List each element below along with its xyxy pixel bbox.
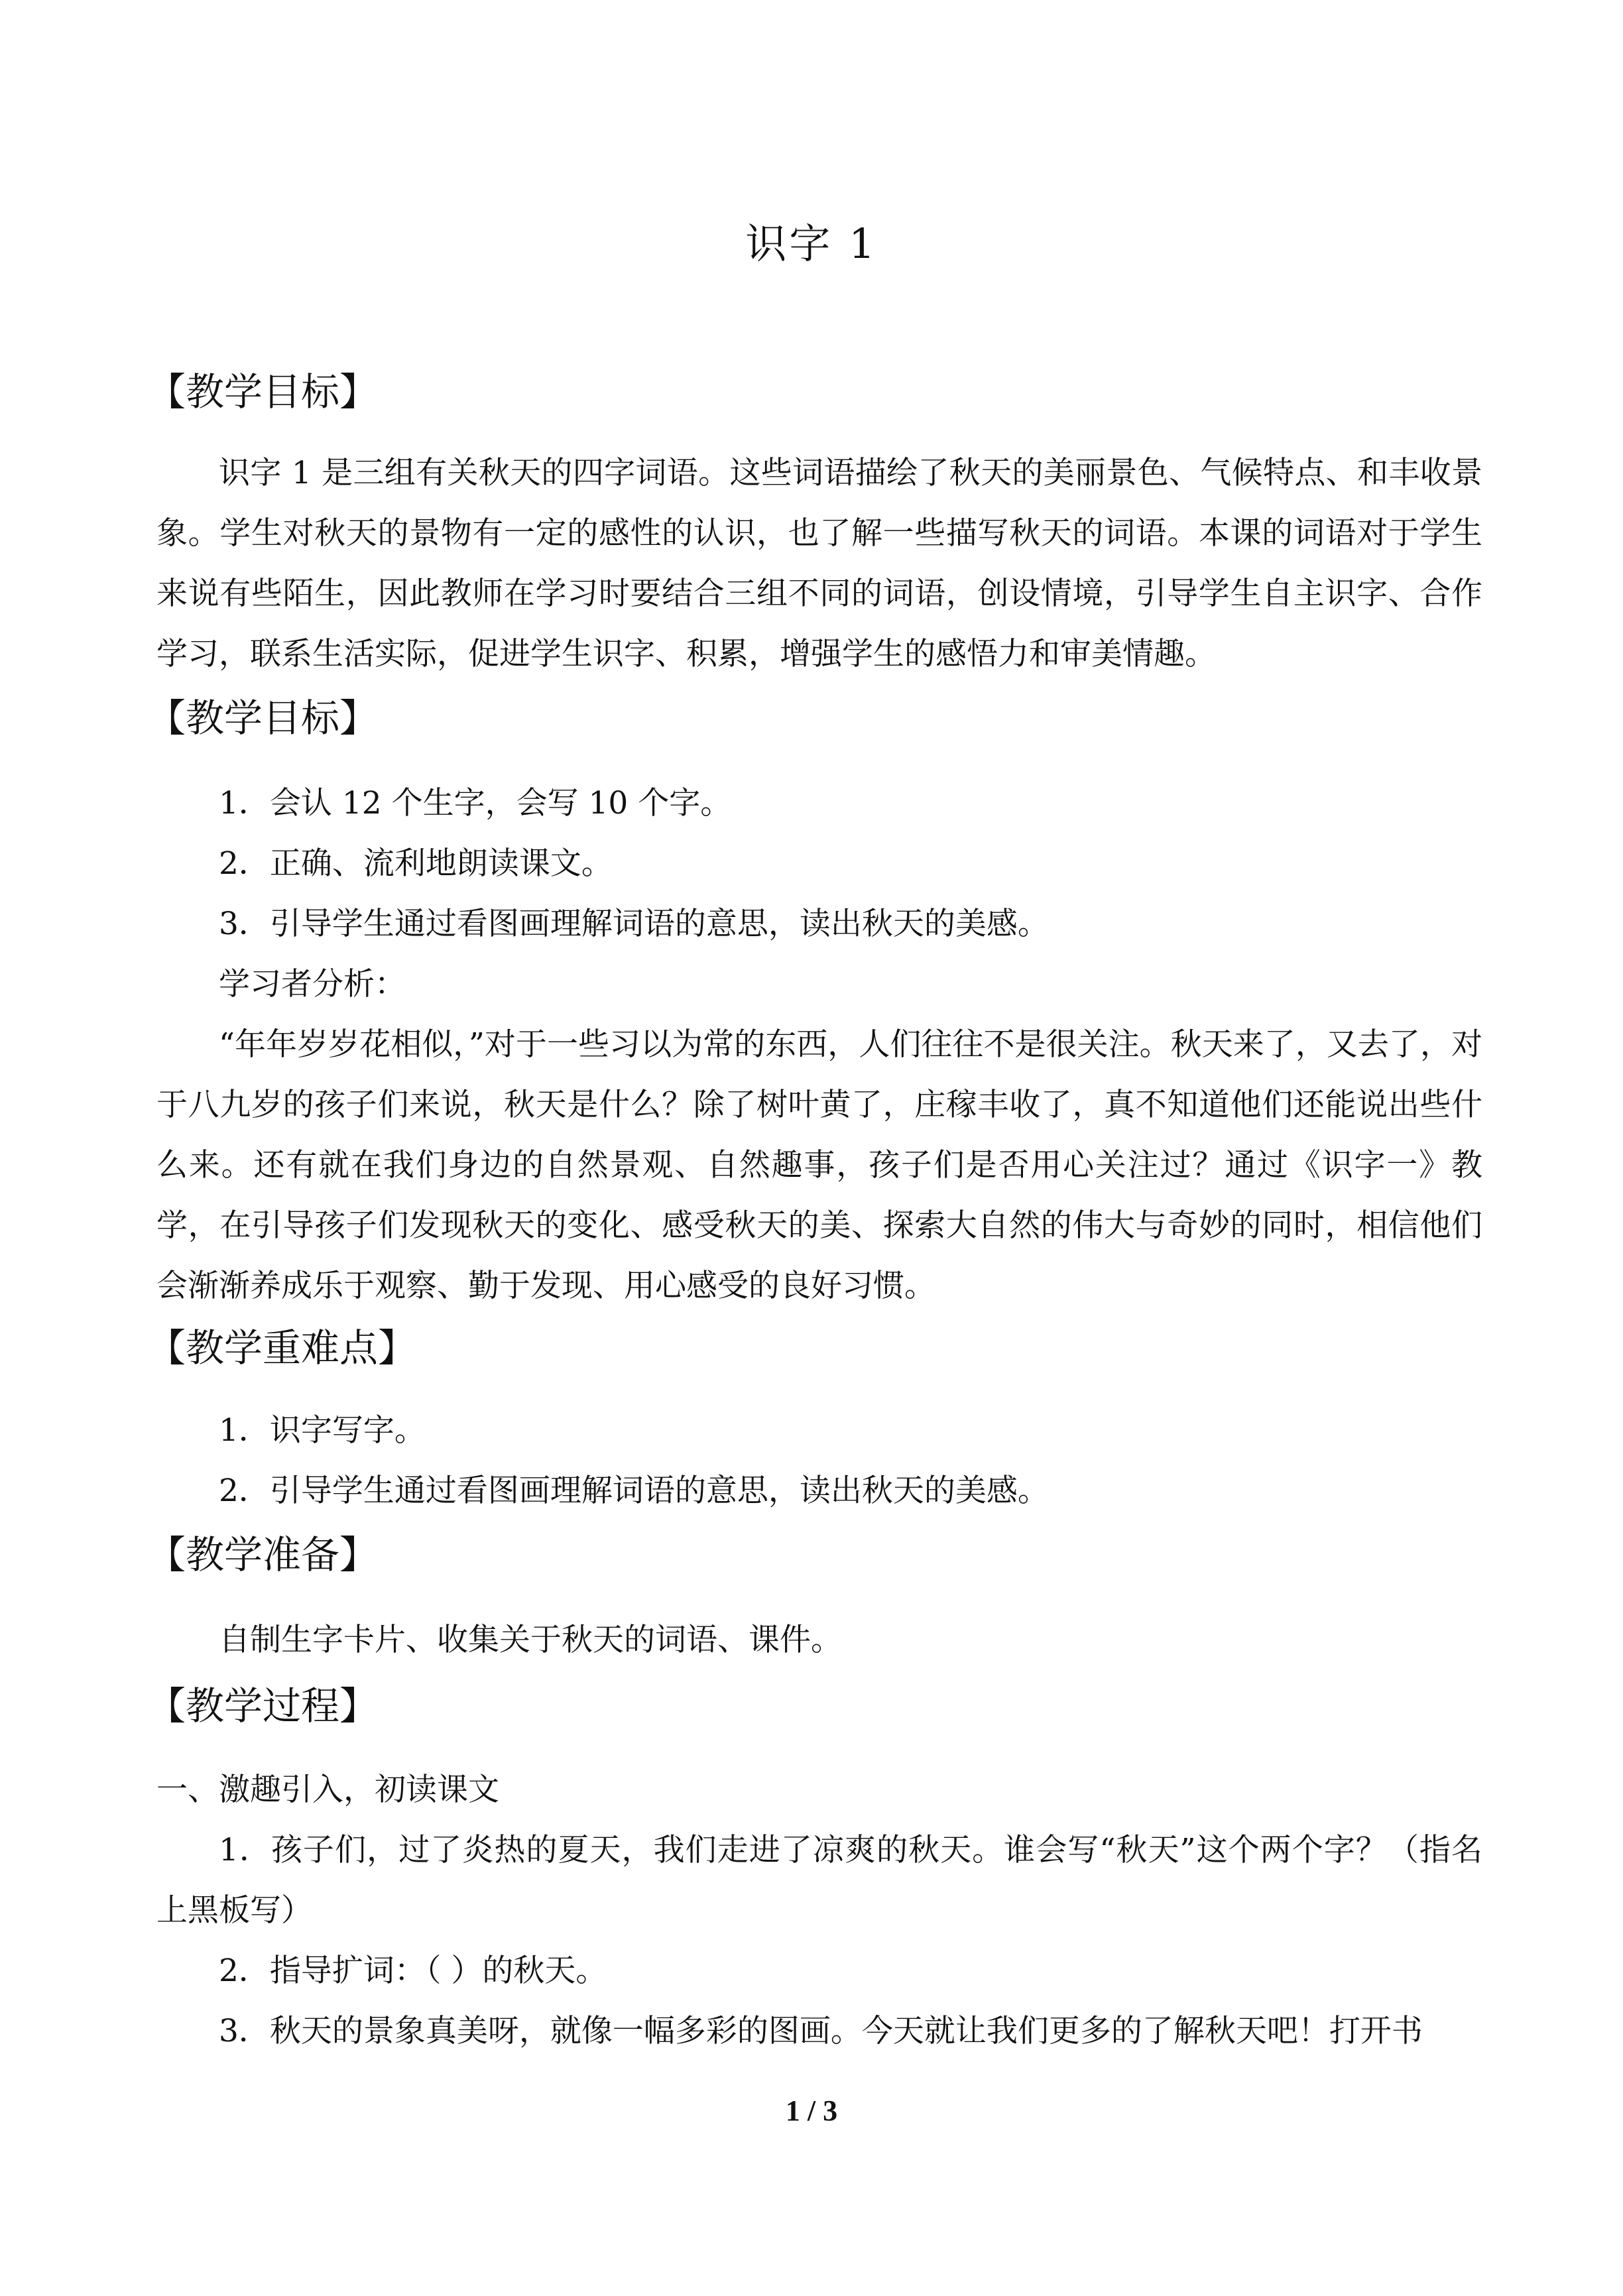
learner-analysis-paragraph: “年年岁岁花相似，”对于一些习以为常的东西，人们往往不是很关注。秋天来了，又去了，对于八九岁的孩子们来说，秋天是什么？除了树叶黄了，庄稼丰收了，真不知道他们还能说出些什么来。还有就在我们身边的自然景观、自然趣事，孩子们是否用心关注过？通过《识字一》教学，在引导孩子们发现秋天的变化、感受秋天的美、探索大自然的伟大与奇妙的同时，相信他们会渐渐养成乐于观察、勤于发现、用心感受的良好习惯。	[156, 1026, 1482, 1304]
objectives-paragraph: 识字 1 是三组有关秋天的四字词语。这些词语描绘了秋天的美丽景色、气候特点、和丰收景象。学生对秋天的景物有一定的感性的认识，也了解一些描写秋天的词语。本课的词语对于学生来说有些陌生，因此教师在学习时要结合三组不同的词语，创设情境，引导学生自主识字、合作学习，联系生活实际，促进学生识字、积累，增强学生的感悟力和审美情趣。	[156, 455, 1482, 672]
key-point-item-1: 1．识字写字。	[219, 1412, 426, 1449]
page-number: 1 / 3	[785, 2094, 838, 2127]
key-point-item-2: 2．引导学生通过看图画理解词语的意思，读出秋天的美感。	[219, 1473, 1049, 1509]
heading-key-points: 【教学重难点】	[147, 1325, 417, 1370]
page-title: 识字 1	[745, 219, 878, 268]
process-step-1: 一、激趣引入，初读课文	[156, 1772, 499, 1808]
process-item-2: 2．指导扩词：（ ）的秋天。	[219, 1953, 607, 1989]
preparation-text: 自制生字卡片、收集关于秋天的词语、课件。	[219, 1622, 842, 1658]
process-item-3: 3．秋天的景象真美呀，就像一幅多彩的图画。今天就让我们更多的了解秋天吧！打开书	[219, 2013, 1423, 2049]
process-item-1: 1．孩子们，过了炎热的夏天，我们走进了凉爽的秋天。谁会写“秋天”这个两个字？（指名上黑板写）	[156, 1832, 1482, 1929]
heading-process: 【教学过程】	[147, 1683, 379, 1728]
objective-item-2: 2．正确、流利地朗读课文。	[219, 845, 613, 882]
objective-item-3: 3．引导学生通过看图画理解词语的意思，读出秋天的美感。	[219, 906, 1049, 942]
heading-preparation: 【教学准备】	[147, 1532, 379, 1577]
heading-objectives-2: 【教学目标】	[147, 695, 379, 741]
heading-objectives-1: 【教学目标】	[147, 369, 379, 414]
objective-item-1: 1．会认 12 个生字，会写 10 个字。	[219, 785, 732, 821]
learner-analysis-label: 学习者分析：	[219, 966, 406, 1002]
